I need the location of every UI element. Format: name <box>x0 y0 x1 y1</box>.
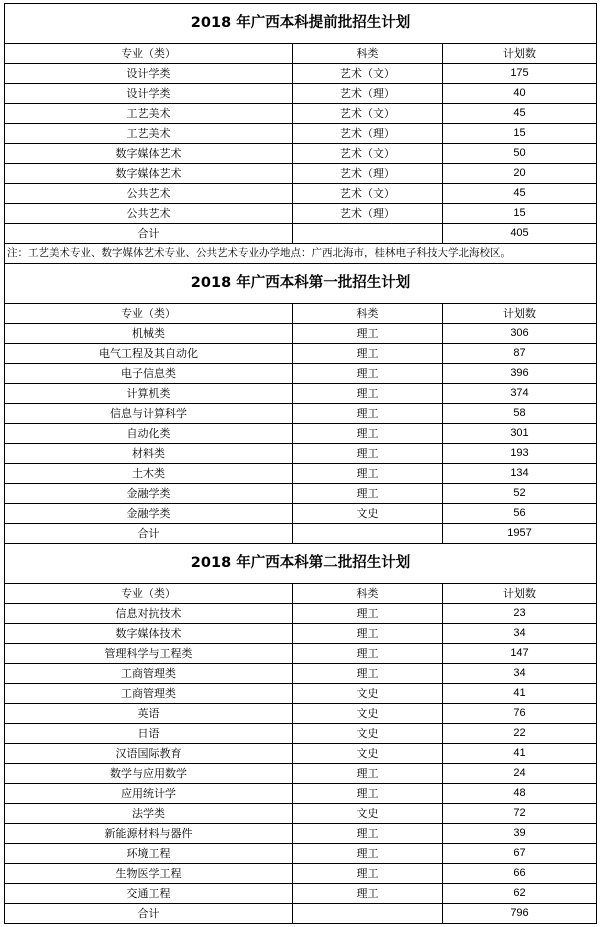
category-cell: 艺术（文） <box>293 184 443 204</box>
plan-count-cell: 72 <box>443 804 597 824</box>
plan-count-cell: 41 <box>443 744 597 764</box>
plan-count-cell: 45 <box>443 104 597 124</box>
note-row <box>5 244 597 264</box>
plan-count-cell: 58 <box>443 404 597 424</box>
category-cell: 艺术（理） <box>293 164 443 184</box>
plan-count-cell: 48 <box>443 784 597 804</box>
major-cell: 应用统计学 <box>5 784 293 804</box>
plan-table <box>4 263 597 544</box>
major-cell: 环境工程 <box>5 844 293 864</box>
table-title: 2018 年广西本科第一批招生计划 <box>5 264 597 304</box>
column-header: 计划数 <box>443 584 597 604</box>
total-label: 合计 <box>5 224 293 244</box>
table-row <box>5 444 597 464</box>
major-cell: 设计学类 <box>5 64 293 84</box>
category-cell: 理工 <box>293 324 443 344</box>
table-row <box>5 184 597 204</box>
category-cell: 文史 <box>293 504 443 524</box>
major-cell: 公共艺术 <box>5 184 293 204</box>
plan-count-cell: 45 <box>443 184 597 204</box>
category-cell: 理工 <box>293 364 443 384</box>
table-row <box>5 84 597 104</box>
table-row <box>5 764 597 784</box>
total-value: 405 <box>443 224 597 244</box>
category-cell: 理工 <box>293 624 443 644</box>
total-label: 合计 <box>5 904 293 924</box>
major-cell: 管理科学与工程类 <box>5 644 293 664</box>
table-note: 注：工艺美术专业、数字媒体艺术专业、公共艺术专业办学地点：广西北海市，桂林电子科技大学北海校区。 <box>5 244 597 264</box>
total-row <box>5 904 597 924</box>
plan-count-cell: 193 <box>443 444 597 464</box>
table-row <box>5 64 597 84</box>
table-row <box>5 484 597 504</box>
major-cell: 公共艺术 <box>5 204 293 224</box>
column-header: 科类 <box>293 44 443 64</box>
plan-count-cell: 15 <box>443 204 597 224</box>
major-cell: 自动化类 <box>5 424 293 444</box>
category-cell: 文史 <box>293 724 443 744</box>
plan-count-cell: 24 <box>443 764 597 784</box>
total-empty-cell <box>293 904 443 924</box>
table-title-row <box>5 544 597 584</box>
plan-count-cell: 40 <box>443 84 597 104</box>
table-header-row <box>5 584 597 604</box>
major-cell: 数字媒体艺术 <box>5 164 293 184</box>
plan-count-cell: 52 <box>443 484 597 504</box>
plan-count-cell: 134 <box>443 464 597 484</box>
plan-count-cell: 87 <box>443 344 597 364</box>
table-row <box>5 744 597 764</box>
total-value: 1957 <box>443 524 597 544</box>
major-cell: 数字媒体技术 <box>5 624 293 644</box>
major-cell: 工艺美术 <box>5 124 293 144</box>
plan-count-cell: 62 <box>443 884 597 904</box>
table-row <box>5 884 597 904</box>
table-row <box>5 104 597 124</box>
column-header: 计划数 <box>443 44 597 64</box>
table-row <box>5 804 597 824</box>
major-cell: 工商管理类 <box>5 684 293 704</box>
category-cell: 艺术（理） <box>293 124 443 144</box>
plan-count-cell: 306 <box>443 324 597 344</box>
category-cell: 理工 <box>293 664 443 684</box>
plan-count-cell: 22 <box>443 724 597 744</box>
plan-count-cell: 20 <box>443 164 597 184</box>
table-row <box>5 324 597 344</box>
table-row <box>5 404 597 424</box>
category-cell: 理工 <box>293 404 443 424</box>
category-cell: 艺术（理） <box>293 204 443 224</box>
major-cell: 数学与应用数学 <box>5 764 293 784</box>
total-empty-cell <box>293 224 443 244</box>
major-cell: 电子信息类 <box>5 364 293 384</box>
table-row <box>5 124 597 144</box>
major-cell: 新能源材料与器件 <box>5 824 293 844</box>
table-title: 2018 年广西本科第二批招生计划 <box>5 544 597 584</box>
table-row <box>5 644 597 664</box>
plan-count-cell: 147 <box>443 644 597 664</box>
plan-count-cell: 41 <box>443 684 597 704</box>
major-cell: 计算机类 <box>5 384 293 404</box>
plan-section <box>4 263 596 544</box>
table-row <box>5 864 597 884</box>
column-header: 科类 <box>293 304 443 324</box>
total-label: 合计 <box>5 524 293 544</box>
table-row <box>5 704 597 724</box>
table-row <box>5 204 597 224</box>
plan-count-cell: 374 <box>443 384 597 404</box>
table-row <box>5 424 597 444</box>
major-cell: 法学类 <box>5 804 293 824</box>
category-cell: 文史 <box>293 744 443 764</box>
column-header: 计划数 <box>443 304 597 324</box>
table-row <box>5 784 597 804</box>
category-cell: 艺术（理） <box>293 84 443 104</box>
major-cell: 信息与计算科学 <box>5 404 293 424</box>
enrollment-plan-document <box>4 0 596 924</box>
column-header: 专业（类） <box>5 584 293 604</box>
plan-count-cell: 34 <box>443 664 597 684</box>
total-row <box>5 524 597 544</box>
category-cell: 艺术（文） <box>293 144 443 164</box>
category-cell: 理工 <box>293 884 443 904</box>
plan-count-cell: 56 <box>443 504 597 524</box>
major-cell: 英语 <box>5 704 293 724</box>
category-cell: 文史 <box>293 684 443 704</box>
table-header-row <box>5 304 597 324</box>
total-value: 796 <box>443 904 597 924</box>
table-title-row <box>5 4 597 44</box>
major-cell: 汉语国际教育 <box>5 744 293 764</box>
table-title-row <box>5 264 597 304</box>
major-cell: 电气工程及其自动化 <box>5 344 293 364</box>
table-row <box>5 844 597 864</box>
plan-count-cell: 67 <box>443 844 597 864</box>
total-row <box>5 224 597 244</box>
major-cell: 交通工程 <box>5 884 293 904</box>
table-row <box>5 504 597 524</box>
category-cell: 理工 <box>293 604 443 624</box>
category-cell: 理工 <box>293 344 443 364</box>
plan-table <box>4 3 597 264</box>
plan-count-cell: 39 <box>443 824 597 844</box>
category-cell: 理工 <box>293 384 443 404</box>
plan-count-cell: 50 <box>443 144 597 164</box>
plan-count-cell: 15 <box>443 124 597 144</box>
major-cell: 数字媒体艺术 <box>5 144 293 164</box>
table-row <box>5 344 597 364</box>
category-cell: 理工 <box>293 824 443 844</box>
plan-count-cell: 66 <box>443 864 597 884</box>
plan-count-cell: 23 <box>443 604 597 624</box>
table-row <box>5 624 597 644</box>
plan-section <box>4 543 596 924</box>
major-cell: 日语 <box>5 724 293 744</box>
plan-count-cell: 396 <box>443 364 597 384</box>
plan-count-cell: 301 <box>443 424 597 444</box>
major-cell: 金融学类 <box>5 484 293 504</box>
table-row <box>5 684 597 704</box>
category-cell: 理工 <box>293 844 443 864</box>
table-row <box>5 164 597 184</box>
major-cell: 设计学类 <box>5 84 293 104</box>
major-cell: 金融学类 <box>5 504 293 524</box>
category-cell: 艺术（文） <box>293 104 443 124</box>
major-cell: 信息对抗技术 <box>5 604 293 624</box>
plan-count-cell: 34 <box>443 624 597 644</box>
plan-count-cell: 175 <box>443 64 597 84</box>
major-cell: 工商管理类 <box>5 664 293 684</box>
table-title: 2018 年广西本科提前批招生计划 <box>5 4 597 44</box>
category-cell: 理工 <box>293 444 443 464</box>
category-cell: 理工 <box>293 784 443 804</box>
category-cell: 理工 <box>293 764 443 784</box>
major-cell: 机械类 <box>5 324 293 344</box>
category-cell: 理工 <box>293 424 443 444</box>
table-row <box>5 144 597 164</box>
category-cell: 理工 <box>293 464 443 484</box>
category-cell: 理工 <box>293 484 443 504</box>
column-header: 专业（类） <box>5 44 293 64</box>
table-row <box>5 664 597 684</box>
plan-count-cell: 76 <box>443 704 597 724</box>
major-cell: 材料类 <box>5 444 293 464</box>
table-header-row <box>5 44 597 64</box>
major-cell: 工艺美术 <box>5 104 293 124</box>
column-header: 专业（类） <box>5 304 293 324</box>
table-row <box>5 824 597 844</box>
category-cell: 文史 <box>293 704 443 724</box>
category-cell: 理工 <box>293 864 443 884</box>
table-row <box>5 724 597 744</box>
column-header: 科类 <box>293 584 443 604</box>
table-row <box>5 384 597 404</box>
major-cell: 生物医学工程 <box>5 864 293 884</box>
major-cell: 土木类 <box>5 464 293 484</box>
table-row <box>5 604 597 624</box>
category-cell: 艺术（文） <box>293 64 443 84</box>
category-cell: 理工 <box>293 644 443 664</box>
plan-section <box>4 3 596 264</box>
plan-table <box>4 543 597 924</box>
total-empty-cell <box>293 524 443 544</box>
category-cell: 文史 <box>293 804 443 824</box>
table-row <box>5 464 597 484</box>
table-row <box>5 364 597 384</box>
